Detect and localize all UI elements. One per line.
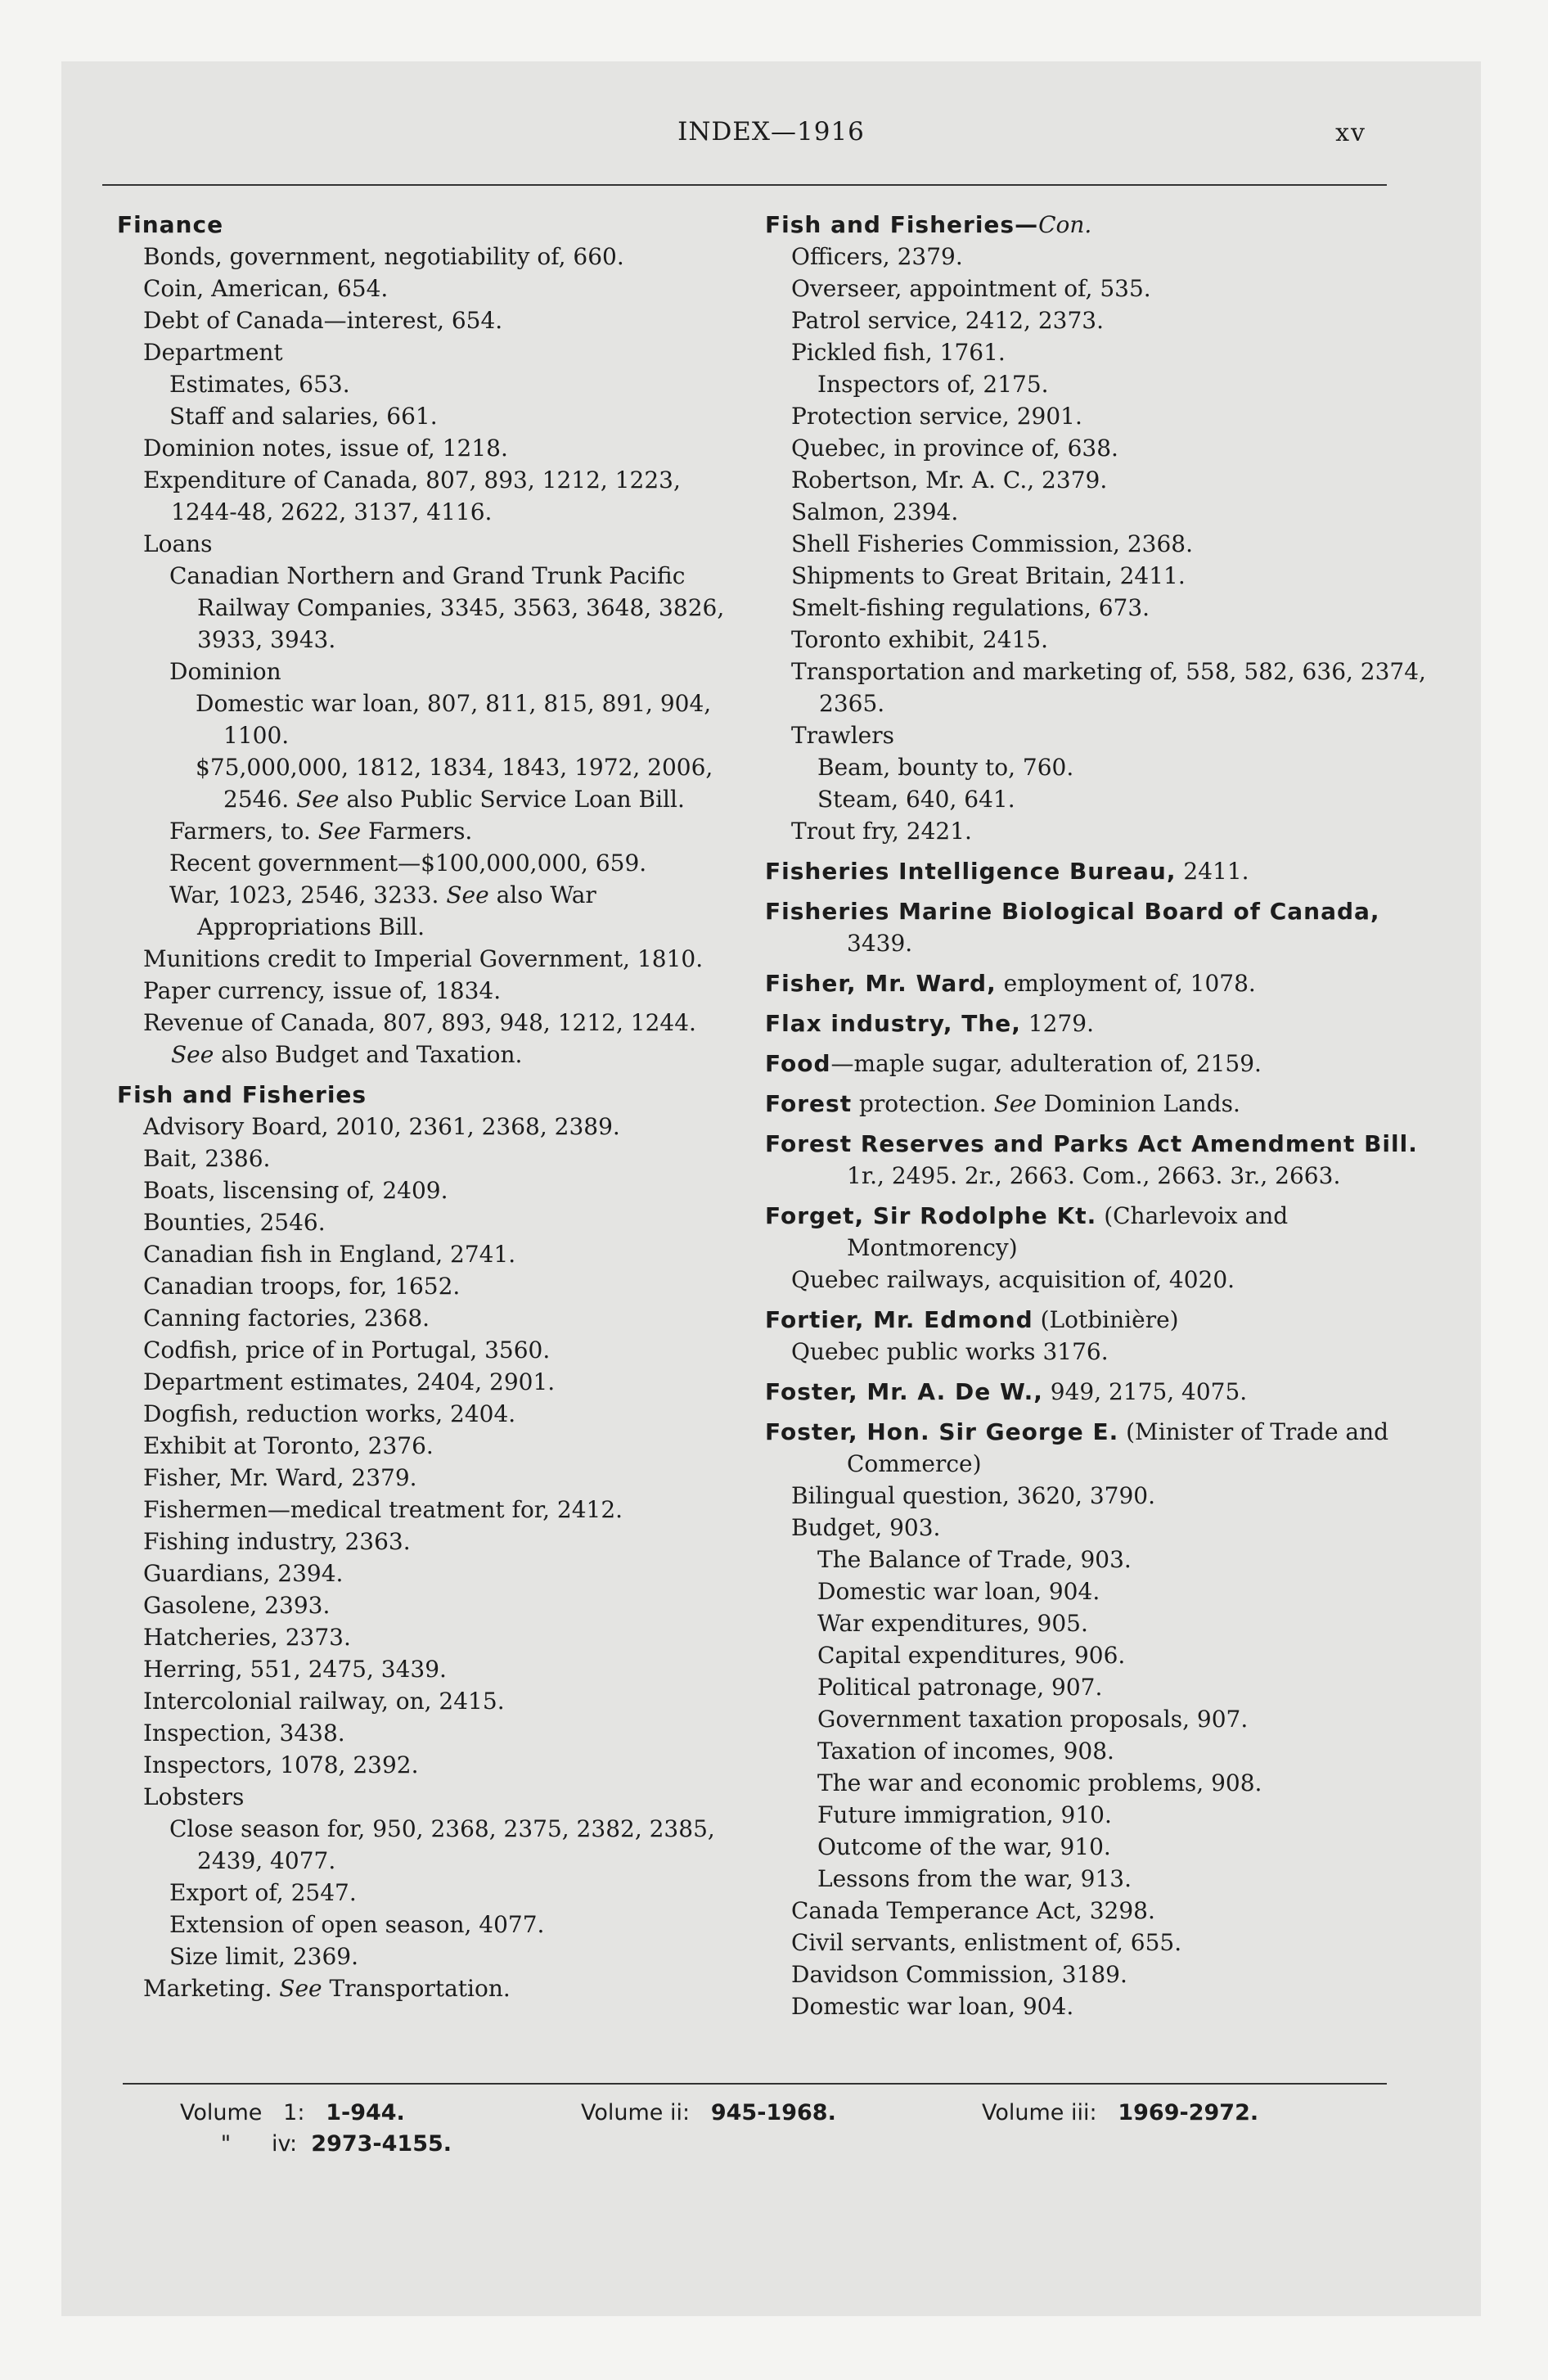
index-subentry (117, 1972, 739, 2004)
entry-text: 3439. (847, 930, 913, 957)
entry-heading: Forest Reserves and Parks Act Amendment Bill. (765, 1130, 1418, 1157)
entry-heading: Fisheries Intelligence Bureau, (765, 858, 1177, 885)
volume-number: iv: (272, 2131, 298, 2157)
index-subentry: Overseer, appointment of, 535. (791, 275, 1151, 302)
entry-heading: Forget, Sir Rodolphe Kt. (765, 1202, 1097, 1229)
see-reference: See (296, 786, 340, 813)
entry-text: employment of, 1078. (1003, 970, 1256, 997)
index-subentry: Inspectors of, 2175. (817, 371, 1049, 398)
entry-heading: Foster, Hon. Sir George E. (765, 1418, 1119, 1445)
index-subentry: Quebec, in province of, 638. (791, 435, 1118, 462)
index-subentry: Coin, American, 654. (143, 275, 389, 302)
index-subentry: Loans (143, 530, 213, 557)
index-subentry: Protection service, 2901. (791, 403, 1082, 430)
volume-3-range (982, 2098, 1258, 2129)
index-subentry: Capital expenditures, 906. (817, 1642, 1126, 1669)
index-subentry: Dogfish, reduction works, 2404. (143, 1400, 516, 1427)
index-subentry (117, 751, 739, 815)
entry-text: 949, 2175, 4075. (1050, 1378, 1248, 1405)
index-subentry: Recent government—$100,000,000, 659. (169, 850, 647, 877)
index-subentry: Quebec public works 3176. (791, 1338, 1109, 1365)
index-subentry: Officers, 2379. (791, 243, 963, 270)
see-reference: See (171, 1041, 214, 1068)
index-subentry: Canadian troops, for, 1652. (143, 1273, 461, 1300)
index-subentry: Size limit, 2369. (169, 1943, 358, 1970)
entry-heading: Food (765, 1050, 831, 1077)
index-subentry: Bait, 2386. (143, 1145, 271, 1172)
index-subentry: Civil servants, enlistment of, 655. (791, 1929, 1182, 1956)
index-subentry: Estimates, 653. (169, 371, 350, 398)
index-subentry: Transportation and marketing of, 558, 582, 636, 2374, 2365. (791, 658, 1426, 717)
index-entry (765, 855, 1436, 887)
page-number: xv (1335, 119, 1366, 147)
index-subentry: Inspectors, 1078, 2392. (143, 1751, 419, 1778)
entry-text: Transportation. (329, 1975, 511, 2002)
entry-heading: Foster, Mr. A. De W., (765, 1378, 1043, 1405)
entry-text: 2411. (1183, 858, 1249, 885)
entry-text: Revenue of Canada, 807, 893, 948, 1212, 1244. (143, 1009, 696, 1036)
entry-heading: Fisher, Mr. Ward, (765, 970, 997, 997)
entry-heading: Fortier, Mr. Edmond (765, 1306, 1033, 1333)
running-head: INDEX—1916 (677, 117, 865, 146)
index-subentry: Expenditure of Canada, 807, 893, 1212, 1223, 1244-48, 2622, 3137, 4116. (143, 467, 681, 525)
index-subentry: Davidson Commission, 3189. (791, 1961, 1127, 1988)
index-subentry: Department (143, 339, 283, 366)
entry-text: 1279. (1028, 1010, 1094, 1037)
volume-1-range (180, 2098, 405, 2129)
index-subentry: Lessons from the war, 913. (817, 1865, 1132, 1892)
index-subentry: Lobsters (143, 1783, 245, 1810)
index-subentry: Outcome of the war, 910. (817, 1833, 1111, 1860)
index-page (61, 61, 1481, 2316)
index-entry (765, 1088, 1436, 1120)
index-subentry: Beam, bounty to, 760. (817, 754, 1074, 781)
index-subentry: Inspection, 3438. (143, 1720, 345, 1747)
entry-heading: Flax industry, The, (765, 1010, 1021, 1037)
heading-text: Fish and Fisheries— (765, 211, 1039, 238)
entry-text: protection. (858, 1090, 987, 1117)
index-subentry: Bilingual question, 3620, 3790. (791, 1482, 1155, 1509)
index-subentry: Debt of Canada—interest, 654. (143, 307, 503, 334)
volume-number: 1: (283, 2100, 305, 2125)
index-subentry: Patrol service, 2412, 2373. (791, 307, 1104, 334)
entry-text: Farmers, to. (169, 818, 311, 845)
entry-text: Farmers. (367, 818, 473, 845)
index-subentry: Department estimates, 2404, 2901. (143, 1368, 556, 1395)
bottom-rule (123, 2083, 1387, 2085)
index-subentry: Fishing industry, 2363. (143, 1528, 411, 1555)
index-subentry: Bonds, government, negotiability of, 660. (143, 243, 624, 270)
index-subentry: Codfish, price of in Portugal, 3560. (143, 1336, 551, 1364)
index-entry (765, 1200, 1436, 1264)
volume-range: 2973-4155. (311, 2131, 452, 2157)
index-subentry: Pickled fish, 1761. (791, 339, 1006, 366)
left-column (117, 209, 739, 2004)
index-subentry: Fishermen—medical treatment for, 2412. (143, 1496, 623, 1523)
index-subentry: The war and economic problems, 908. (817, 1769, 1262, 1796)
index-subentry: Export of, 2547. (169, 1879, 357, 1906)
volume-2-range (581, 2098, 836, 2129)
volume-4-range (180, 2129, 452, 2160)
index-entry (765, 967, 1436, 999)
entry-text: $75,000,000, 1812, 1834, 1843, 1972, 2006, 2546. (196, 754, 713, 813)
index-subentry (117, 879, 739, 943)
entry-text: War, 1023, 2546, 3233. (169, 881, 439, 908)
index-subentry: Dominion (169, 658, 281, 685)
see-reference: See (446, 881, 489, 908)
entry-text: also War Appropriations Bill. (197, 881, 596, 940)
entry-text: (Lotbinière) (1040, 1306, 1179, 1333)
entry-heading-fish: Fish and Fisheries (117, 1081, 367, 1108)
volume-label: Volume iii: (982, 2100, 1097, 2125)
entry-heading: Fisheries Marine Biological Board of Canada, (765, 898, 1380, 925)
index-subentry: Boats, liscensing of, 2409. (143, 1177, 448, 1204)
index-subentry (117, 815, 739, 847)
see-reference: See (317, 818, 362, 845)
right-column (765, 209, 1436, 2022)
index-subentry: Close season for, 950, 2368, 2375, 2382, 2385, 2439, 4077. (169, 1815, 715, 1874)
see-reference: See (279, 1975, 322, 2002)
ditto-mark: " (220, 2131, 232, 2157)
index-subentry: Domestic war loan, 807, 811, 815, 891, 904, 1100. (196, 690, 712, 749)
entry-heading-finance: Finance (117, 211, 224, 238)
entry-text: (Minister of Trade and Commerce) (847, 1418, 1389, 1477)
volume-range: 1-944. (326, 2100, 405, 2125)
index-entry (765, 895, 1436, 959)
entry-heading: Forest (765, 1090, 853, 1117)
index-subentry: Paper currency, issue of, 1834. (143, 977, 502, 1004)
entry-text: (Charlevoix and Montmorency) (847, 1202, 1289, 1261)
index-subentry: The Balance of Trade, 903. (817, 1546, 1132, 1573)
index-subentry: Budget, 903. (791, 1514, 941, 1541)
index-subentry: Salmon, 2394. (791, 498, 959, 525)
index-subentry: Smelt-fishing regulations, 673. (791, 594, 1150, 621)
index-subentry: Steam, 640, 641. (817, 786, 1015, 813)
index-subentry: Hatcheries, 2373. (143, 1624, 351, 1651)
index-subentry: Dominion notes, issue of, 1218. (143, 435, 508, 462)
index-entry (765, 1128, 1436, 1192)
volume-label: Volume ii: (581, 2100, 691, 2125)
index-subentry: Shipments to Great Britain, 2411. (791, 562, 1186, 589)
index-subentry: Future immigration, 910. (817, 1801, 1112, 1828)
index-entry (765, 1007, 1436, 1039)
index-subentry: Trawlers (791, 722, 894, 749)
index-subentry: Government taxation proposals, 907. (817, 1706, 1249, 1733)
volume-label: Volume (180, 2100, 263, 2125)
index-subentry: Trout fry, 2421. (791, 818, 972, 845)
index-subentry: Toronto exhibit, 2415. (791, 626, 1049, 653)
index-subentry: Extension of open season, 4077. (169, 1911, 545, 1938)
index-subentry: Staff and salaries, 661. (169, 403, 438, 430)
index-subentry: Domestic war loan, 904. (791, 1993, 1074, 2020)
index-subentry: Intercolonial railway, on, 2415. (143, 1688, 505, 1715)
continued-label: Con. (1038, 211, 1092, 238)
index-subentry: Canadian fish in England, 2741. (143, 1241, 516, 1268)
entry-text: Dominion Lands. (1043, 1090, 1240, 1117)
index-subentry: Taxation of incomes, 908. (817, 1738, 1114, 1765)
volume-range: 1969-2972. (1118, 2100, 1259, 2125)
index-subentry: War expenditures, 905. (817, 1610, 1088, 1637)
index-entry (765, 1304, 1436, 1336)
index-subentry: Advisory Board, 2010, 2361, 2368, 2389. (143, 1113, 620, 1140)
index-subentry: Herring, 551, 2475, 3439. (143, 1656, 447, 1683)
entry-heading-fish-con (765, 209, 1436, 241)
index-entry (765, 1376, 1436, 1408)
index-subentry: Guardians, 2394. (143, 1560, 344, 1587)
index-subentry (117, 1007, 739, 1071)
see-reference: See (993, 1090, 1037, 1117)
entry-text: also Public Service Loan Bill. (346, 786, 685, 813)
index-subentry: Political patronage, 907. (817, 1674, 1103, 1701)
index-subentry: Canning factories, 2368. (143, 1305, 430, 1332)
entry-text: Marketing. (143, 1975, 272, 2002)
index-subentry: Munitions credit to Imperial Government, 1810. (143, 945, 704, 972)
index-subentry: Domestic war loan, 904. (817, 1578, 1100, 1605)
index-subentry: Gasolene, 2393. (143, 1592, 331, 1619)
volume-range: 945-1968. (710, 2100, 836, 2125)
index-subentry: Robertson, Mr. A. C., 2379. (791, 467, 1108, 494)
index-subentry: Shell Fisheries Commission, 2368. (791, 530, 1194, 557)
index-subentry: Canada Temperance Act, 3298. (791, 1897, 1155, 1924)
index-entry (765, 1416, 1436, 1480)
entry-text: 1r., 2495. 2r., 2663. Com., 2663. 3r., 2663. (847, 1162, 1341, 1189)
index-subentry: Fisher, Mr. Ward, 2379. (143, 1464, 417, 1491)
index-subentry: Exhibit at Toronto, 2376. (143, 1432, 434, 1459)
index-subentry: Quebec railways, acquisition of, 4020. (791, 1266, 1235, 1293)
entry-text: also Budget and Taxation. (221, 1041, 523, 1068)
index-subentry: Canadian Northern and Grand Trunk Pacific Railway Companies, 3345, 3563, 3648, 3826, 3933, 3943. (169, 562, 725, 653)
index-subentry: Bounties, 2546. (143, 1209, 326, 1236)
entry-text: —maple sugar, adulteration of, 2159. (830, 1050, 1262, 1077)
index-entry (765, 1048, 1436, 1080)
top-rule (102, 184, 1387, 186)
